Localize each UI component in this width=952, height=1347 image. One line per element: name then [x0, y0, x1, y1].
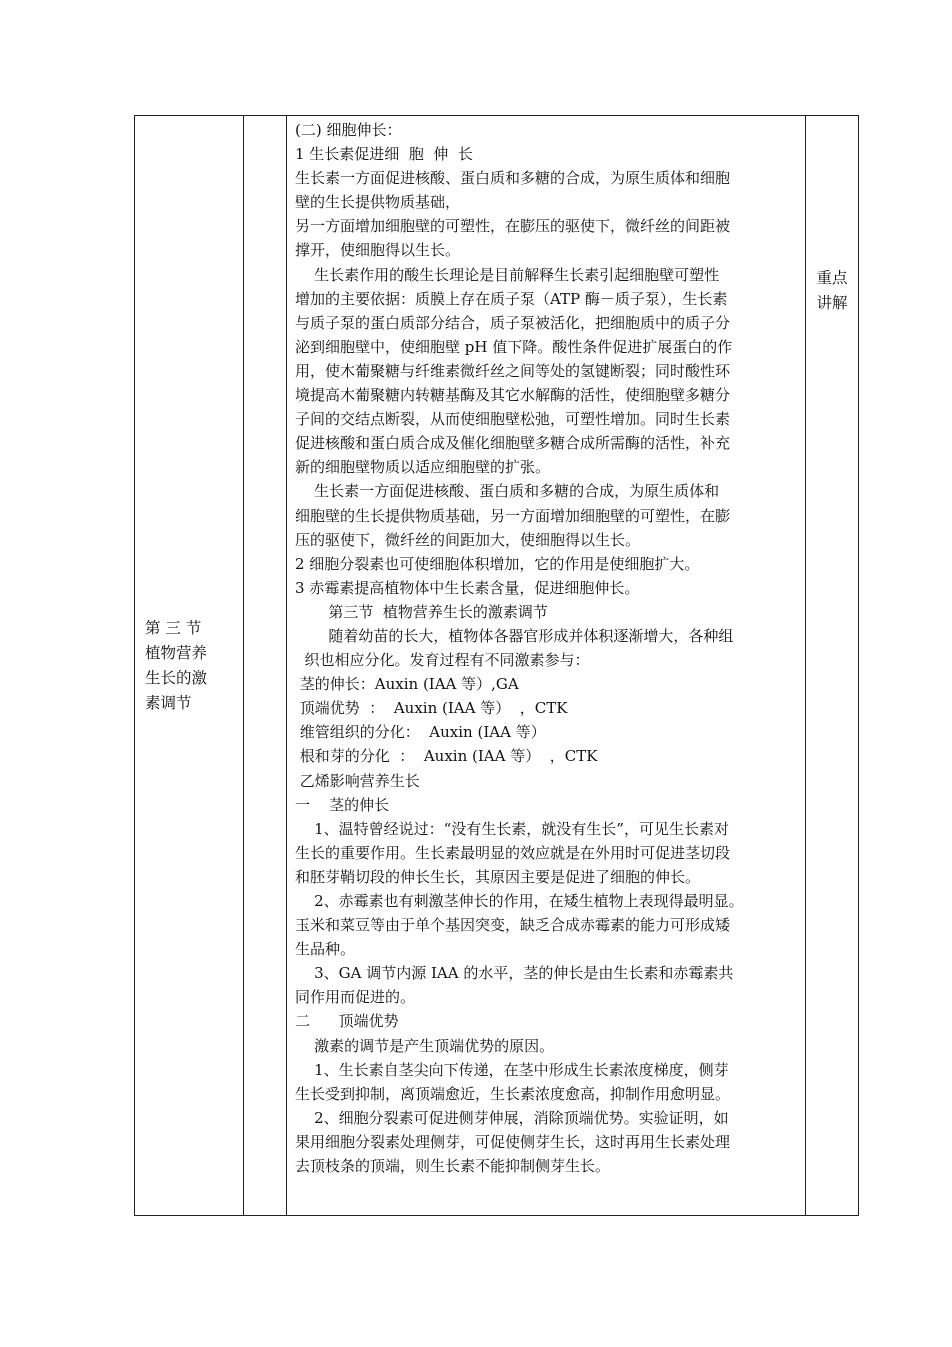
content-line: 果用细胞分裂素处理侧芽，可促使侧芽生长，这时再用生长素处理 — [295, 1132, 731, 1151]
content-line: 顶端优势 ： Auxin (IAA 等） ，CTK — [295, 699, 568, 718]
content-line: 细胞壁的生长提供物质基础，另一方面增加细胞壁的可塑性，在膨 — [295, 506, 731, 525]
note-line: 讲解 — [816, 294, 848, 312]
content-line: 促进核酸和蛋白质合成及催化细胞壁多糖合成所需酶的活性，补充 — [295, 434, 731, 453]
content-line: 1 生长素促进细 胞 伸 长 — [295, 145, 473, 164]
content-cell — [287, 116, 806, 1216]
section-title-line: 第 三 节 — [145, 618, 202, 637]
key-point-note — [806, 266, 858, 316]
content-line: 生长素一方面促进核酸、蛋白质和多糖的合成，为原生质体和 — [295, 482, 720, 501]
content-line: (二) 细胞伸长： — [295, 121, 402, 139]
content-line: 增加的主要依据：质膜上存在质子泵（ATP 酶－质子泵），生长素 — [295, 289, 728, 308]
content-line: 与质子泵的蛋白质部分结合，质子泵被活化，把细胞质中的质子分 — [295, 313, 731, 332]
content-line: 激素的调节是产生顶端优势的原因。 — [295, 1036, 555, 1055]
content-line: 2 细胞分裂素也可使细胞体积增加，它的作用是使细胞扩大。 — [295, 554, 700, 573]
empty-cell — [244, 116, 287, 1216]
content-line: 2、细胞分裂素可促进侧芽伸展，消除顶端优势。实验证明，如 — [295, 1108, 729, 1127]
content-line: 生长受到抑制，离顶端愈近，生长素浓度愈高，抑制作用愈明显。 — [295, 1084, 731, 1103]
content-line: 生长的重要作用。生长素最明显的效应就是在外用时可促进茎切段 — [295, 843, 731, 862]
section-title-line: 素调节 — [145, 693, 192, 712]
content-line: 茎的伸长：Auxin (IAA 等）,GA — [295, 675, 519, 694]
content-line: 3、GA 调节内源 IAA 的水平，茎的伸长是由生长素和赤霉素共 — [295, 964, 734, 983]
content-line: 壁的生长提供物质基础， — [295, 193, 461, 212]
section-title-line: 植物营养 — [145, 643, 208, 662]
content-line: 去顶枝条的顶端，则生长素不能抑制侧芽生长。 — [295, 1157, 611, 1176]
content-line: 撑开，使细胞得以生长。 — [295, 241, 461, 260]
note-cell — [806, 116, 859, 1216]
content-line: 生品种。 — [295, 940, 356, 959]
content-line: 玉米和菜豆等由于单个基因突变，缺乏合成赤霉素的能力可形成矮 — [295, 916, 731, 935]
content-line: 生长素作用的酸生长理论是目前解释生长素引起细胞壁可塑性 — [295, 265, 720, 284]
content-line: 1、温特曾经说过：“没有生长素，就没有生长”，可见生长素对 — [295, 819, 729, 838]
section-title — [145, 616, 237, 716]
content-line: 境提高木葡聚糖内转糖基酶及其它水解酶的活性，使细胞壁多糖分 — [295, 386, 731, 405]
content-line: 另一方面增加细胞壁的可塑性，在膨压的驱使下，微纤丝的间距被 — [295, 217, 731, 236]
content-body — [295, 118, 799, 1178]
content-line: 织也相应分化。发育过程有不同激素参与： — [295, 651, 590, 670]
section-title-line: 生长的激 — [145, 668, 208, 687]
content-line: 泌到细胞壁中，使细胞壁 pH 值下降。酸性条件促进扩展蛋白的作 — [295, 337, 733, 356]
content-line: 生长素一方面促进核酸、蛋白质和多糖的合成，为原生质体和细胞 — [295, 169, 731, 188]
content-line: 一 茎的伸长 — [295, 795, 390, 814]
content-line: 1、生长素自茎尖向下传递，在茎中形成生长素浓度梯度，侧芽 — [295, 1060, 729, 1079]
content-line: 用，使木葡聚糖与纤维素微纤丝之间等处的氢键断裂；同时酸性环 — [295, 361, 731, 380]
content-line: 随着幼苗的长大，植物体各器官形成并体积逐渐增大，各种组 — [295, 626, 734, 645]
content-line: 第三节 植物营养生长的激素调节 — [295, 602, 548, 621]
note-line: 重点 — [816, 269, 848, 287]
content-line: 2、赤霉素也有刺激茎伸长的作用，在矮生植物上表现得最明显。 — [295, 892, 744, 910]
content-line: 子间的交结点断裂，从而使细胞壁松弛，可塑性增加。同时生长素 — [295, 410, 731, 429]
content-line: 新的细胞壁物质以适应细胞壁的扩张。 — [295, 458, 551, 477]
content-line: 同作用而促进的。 — [295, 988, 416, 1007]
content-line: 3 赤霉素提高植物体中生长素含量，促进细胞伸长。 — [295, 578, 640, 597]
content-line: 和胚芽鞘切段的伸长生长，其原因主要是促进了细胞的伸长。 — [295, 867, 701, 886]
content-line: 压的驱使下，微纤丝的间距加大，使细胞得以生长。 — [295, 530, 641, 549]
content-line: 乙烯影响营养生长 — [295, 771, 420, 790]
content-line: 维管组织的分化： Auxin (IAA 等） — [295, 723, 546, 742]
section-cell — [135, 116, 244, 1216]
table-row — [135, 116, 859, 1216]
content-line: 二 顶端优势 — [295, 1012, 399, 1031]
lesson-plan-table — [134, 115, 859, 1216]
content-line: 根和芽的分化 ： Auxin (IAA 等） ，CTK — [295, 747, 598, 766]
